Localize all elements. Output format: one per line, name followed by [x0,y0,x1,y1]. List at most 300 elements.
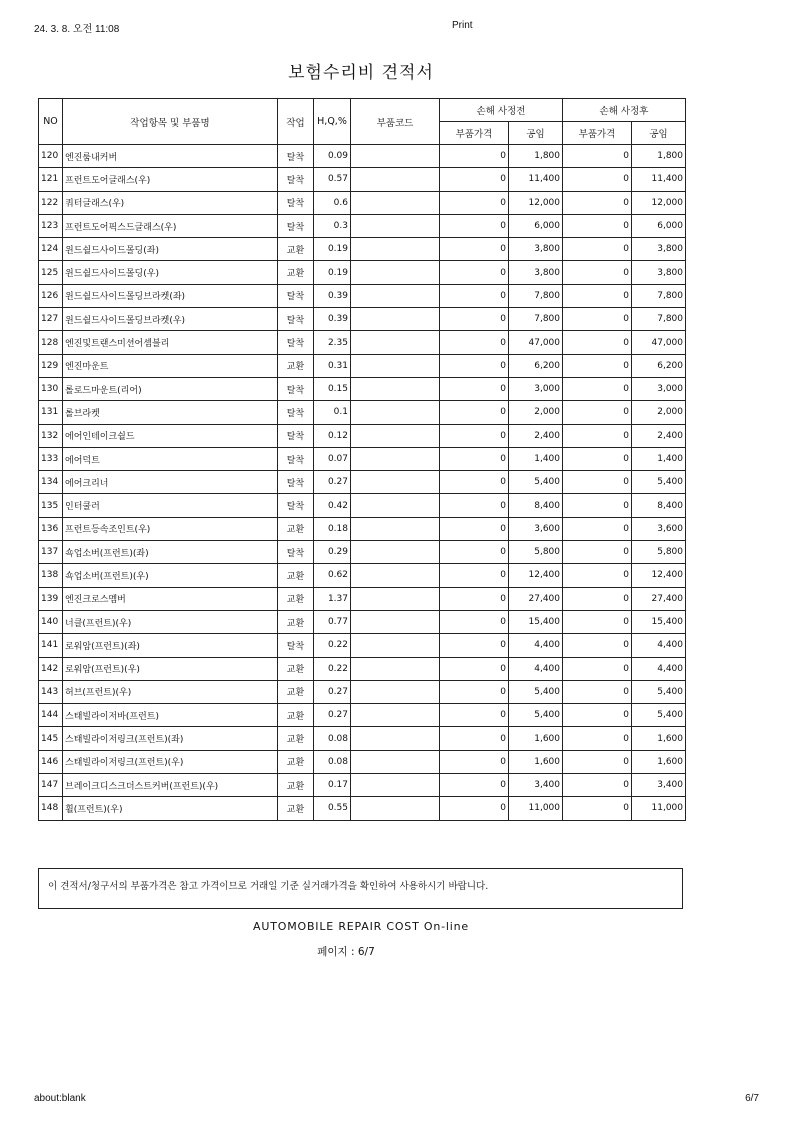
row-after-part-price: 0 [563,797,632,820]
table-row [39,331,686,354]
row-after-labor: 7,800 [632,284,686,307]
table-row [39,401,686,424]
row-work-type: 교환 [278,587,314,610]
header-before-adjustment: 손해 사정전 [440,99,563,122]
row-before-labor: 1,800 [509,145,563,168]
row-hq: 0.07 [314,447,351,470]
row-no: 126 [39,284,63,307]
notice-box [38,868,683,909]
row-part-code [351,424,440,447]
row-item-name: 스태빌라이저바(프런트) [63,704,278,727]
row-item-name: 프런트도어픽스드글래스(우) [63,214,278,237]
print-page-count: 6/7 [745,1093,759,1104]
row-after-labor: 12,000 [632,191,686,214]
row-part-code [351,284,440,307]
row-item-name: 엔진룸내커버 [63,145,278,168]
row-part-code [351,377,440,400]
row-no: 120 [39,145,63,168]
table-row [39,750,686,773]
footer-page-number: 페이지 : 6/7 [317,946,375,958]
row-hq: 0.42 [314,494,351,517]
row-before-labor: 4,400 [509,657,563,680]
row-before-labor: 3,600 [509,517,563,540]
row-item-name: 에어덕트 [63,447,278,470]
row-after-labor: 2,000 [632,401,686,424]
table-row [39,214,686,237]
row-after-part-price: 0 [563,261,632,284]
header-before-labor: 공임 [509,122,563,145]
row-after-part-price: 0 [563,680,632,703]
table-row [39,424,686,447]
row-before-labor: 11,400 [509,168,563,191]
table-row [39,377,686,400]
row-before-labor: 2,000 [509,401,563,424]
row-hq: 0.62 [314,564,351,587]
header-after-labor: 공임 [632,122,686,145]
row-after-part-price: 0 [563,727,632,750]
table-row [39,587,686,610]
row-before-labor: 1,400 [509,447,563,470]
row-after-labor: 5,400 [632,471,686,494]
row-hq: 0.55 [314,797,351,820]
row-before-part-price: 0 [440,447,509,470]
table-row [39,354,686,377]
table-row [39,634,686,657]
row-before-labor: 6,000 [509,214,563,237]
row-after-labor: 15,400 [632,610,686,633]
row-after-part-price: 0 [563,494,632,517]
row-part-code [351,401,440,424]
row-no: 121 [39,168,63,191]
row-part-code [351,168,440,191]
row-hq: 0.77 [314,610,351,633]
row-before-part-price: 0 [440,610,509,633]
row-after-part-price: 0 [563,774,632,797]
row-after-part-price: 0 [563,284,632,307]
footer-brand: AUTOMOBILE REPAIR COST On-line [253,920,469,933]
row-no: 142 [39,657,63,680]
row-item-name: 휠(프런트)(우) [63,797,278,820]
row-part-code [351,727,440,750]
row-hq: 0.15 [314,377,351,400]
row-no: 147 [39,774,63,797]
print-title: Print [452,20,473,31]
row-after-labor: 2,400 [632,424,686,447]
row-after-part-price: 0 [563,471,632,494]
row-after-labor: 4,400 [632,634,686,657]
row-after-part-price: 0 [563,587,632,610]
row-work-type: 탈착 [278,447,314,470]
row-item-name: 롤로드마운트(리어) [63,377,278,400]
row-item-name: 허브(프런트)(우) [63,680,278,703]
row-part-code [351,704,440,727]
header-work: 작업 [278,99,314,145]
row-part-code [351,331,440,354]
row-before-labor: 4,400 [509,634,563,657]
row-work-type: 교환 [278,517,314,540]
row-item-name: 에어인테이크쉴드 [63,424,278,447]
row-before-part-price: 0 [440,214,509,237]
row-after-labor: 8,400 [632,494,686,517]
row-hq: 0.08 [314,750,351,773]
table-row [39,191,686,214]
estimate-rows [39,145,686,821]
notice-text: 이 견적서/청구서의 부품가격은 참고 가격이므로 거래일 기준 실거래가격을 확인하여 사용하시기 바랍니다. [48,881,489,892]
row-after-part-price: 0 [563,401,632,424]
table-row [39,284,686,307]
row-after-labor: 1,600 [632,727,686,750]
row-before-part-price: 0 [440,564,509,587]
row-no: 138 [39,564,63,587]
header-after-part-price: 부품가격 [563,122,632,145]
row-work-type: 교환 [278,354,314,377]
row-no: 133 [39,447,63,470]
table-row [39,774,686,797]
row-before-labor: 5,400 [509,704,563,727]
row-item-name: 인터쿨러 [63,494,278,517]
row-hq: 0.17 [314,774,351,797]
row-hq: 0.27 [314,680,351,703]
row-no: 140 [39,610,63,633]
row-before-part-price: 0 [440,727,509,750]
row-work-type: 탈착 [278,401,314,424]
row-work-type: 탈착 [278,145,314,168]
row-item-name: 쿼터글래스(우) [63,191,278,214]
row-after-part-price: 0 [563,424,632,447]
row-hq: 0.39 [314,308,351,331]
row-no: 136 [39,517,63,540]
print-url: about:blank [34,1093,86,1104]
row-before-part-price: 0 [440,657,509,680]
row-no: 146 [39,750,63,773]
row-no: 139 [39,587,63,610]
estimate-table [38,98,686,821]
row-work-type: 탈착 [278,541,314,564]
row-work-type: 교환 [278,261,314,284]
table-row [39,145,686,168]
row-hq: 0.09 [314,145,351,168]
row-after-labor: 5,400 [632,680,686,703]
row-part-code [351,774,440,797]
row-before-labor: 3,800 [509,238,563,261]
row-after-part-price: 0 [563,610,632,633]
row-before-part-price: 0 [440,587,509,610]
row-part-code [351,680,440,703]
row-hq: 0.08 [314,727,351,750]
row-after-labor: 47,000 [632,331,686,354]
row-work-type: 탈착 [278,191,314,214]
row-before-part-price: 0 [440,797,509,820]
row-before-labor: 5,400 [509,471,563,494]
row-before-part-price: 0 [440,750,509,773]
row-before-labor: 1,600 [509,750,563,773]
header-before-part-price: 부품가격 [440,122,509,145]
row-after-part-price: 0 [563,634,632,657]
header-hq: H,Q,% [314,99,351,145]
row-item-name: 엔진크로스멤버 [63,587,278,610]
row-after-labor: 3,800 [632,261,686,284]
row-after-part-price: 0 [563,564,632,587]
row-part-code [351,750,440,773]
row-no: 135 [39,494,63,517]
row-item-name: 윈드쉴드사이드몰딩브라켓(우) [63,308,278,331]
row-before-part-price: 0 [440,401,509,424]
table-row [39,471,686,494]
row-part-code [351,145,440,168]
row-part-code [351,634,440,657]
row-hq: 0.1 [314,401,351,424]
table-row [39,308,686,331]
row-before-part-price: 0 [440,168,509,191]
row-part-code [351,447,440,470]
row-after-labor: 11,000 [632,797,686,820]
row-no: 123 [39,214,63,237]
row-before-labor: 1,600 [509,727,563,750]
row-work-type: 교환 [278,750,314,773]
row-work-type: 교환 [278,564,314,587]
row-before-labor: 5,400 [509,680,563,703]
row-after-labor: 6,000 [632,214,686,237]
row-item-name: 스태빌라이저링크(프런트)(우) [63,750,278,773]
row-hq: 0.22 [314,657,351,680]
row-work-type: 교환 [278,680,314,703]
row-before-labor: 11,000 [509,797,563,820]
row-part-code [351,797,440,820]
row-after-part-price: 0 [563,214,632,237]
table-row [39,704,686,727]
row-no: 122 [39,191,63,214]
row-after-part-price: 0 [563,657,632,680]
row-no: 143 [39,680,63,703]
row-hq: 0.19 [314,261,351,284]
row-item-name: 엔진마운트 [63,354,278,377]
row-work-type: 탈착 [278,471,314,494]
row-work-type: 교환 [278,797,314,820]
row-after-labor: 5,400 [632,704,686,727]
row-item-name: 로워암(프런트)(우) [63,657,278,680]
row-before-labor: 3,800 [509,261,563,284]
row-after-part-price: 0 [563,238,632,261]
row-hq: 1.37 [314,587,351,610]
row-work-type: 교환 [278,704,314,727]
row-part-code [351,610,440,633]
row-before-part-price: 0 [440,494,509,517]
row-work-type: 교환 [278,774,314,797]
row-after-labor: 7,800 [632,308,686,331]
row-item-name: 윈드쉴드사이드몰딩(우) [63,261,278,284]
row-no: 145 [39,727,63,750]
row-no: 127 [39,308,63,331]
row-no: 124 [39,238,63,261]
row-part-code [351,564,440,587]
row-item-name: 에어크리너 [63,471,278,494]
row-before-labor: 47,000 [509,331,563,354]
table-row [39,657,686,680]
row-part-code [351,261,440,284]
row-item-name: 브레이크디스크더스트커버(프런트)(우) [63,774,278,797]
row-work-type: 탈착 [278,377,314,400]
table-row [39,168,686,191]
row-hq: 0.6 [314,191,351,214]
table-row [39,541,686,564]
row-before-part-price: 0 [440,680,509,703]
row-after-part-price: 0 [563,145,632,168]
table-row [39,494,686,517]
row-before-part-price: 0 [440,354,509,377]
row-after-labor: 1,800 [632,145,686,168]
table-row [39,238,686,261]
row-part-code [351,517,440,540]
row-before-part-price: 0 [440,331,509,354]
row-after-part-price: 0 [563,517,632,540]
row-no: 128 [39,331,63,354]
row-after-part-price: 0 [563,541,632,564]
row-item-name: 스태빌라이저링크(프런트)(좌) [63,727,278,750]
row-item-name: 롤브라켓 [63,401,278,424]
header-part-code: 부품코드 [351,99,440,145]
table-row [39,727,686,750]
row-no: 137 [39,541,63,564]
row-hq: 0.27 [314,471,351,494]
row-after-labor: 3,000 [632,377,686,400]
table-row [39,797,686,820]
row-before-labor: 2,400 [509,424,563,447]
row-hq: 0.57 [314,168,351,191]
row-no: 130 [39,377,63,400]
row-work-type: 교환 [278,238,314,261]
row-before-labor: 12,000 [509,191,563,214]
row-after-labor: 5,800 [632,541,686,564]
row-part-code [351,541,440,564]
row-work-type: 탈착 [278,424,314,447]
row-before-labor: 6,200 [509,354,563,377]
row-after-part-price: 0 [563,168,632,191]
row-work-type: 탈착 [278,308,314,331]
document-title: 보험수리비 견적서 [288,63,434,83]
row-before-part-price: 0 [440,634,509,657]
row-work-type: 탈착 [278,494,314,517]
row-after-part-price: 0 [563,377,632,400]
row-item-name: 윈드쉴드사이드몰딩(좌) [63,238,278,261]
row-item-name: 윈드쉴드사이드몰딩브라켓(좌) [63,284,278,307]
row-no: 144 [39,704,63,727]
row-part-code [351,494,440,517]
row-before-labor: 3,400 [509,774,563,797]
row-after-labor: 12,400 [632,564,686,587]
row-before-part-price: 0 [440,704,509,727]
row-after-part-price: 0 [563,308,632,331]
row-item-name: 프런트등속조인트(우) [63,517,278,540]
row-before-labor: 8,400 [509,494,563,517]
row-no: 132 [39,424,63,447]
row-hq: 0.19 [314,238,351,261]
header-item: 작업항목 및 부품명 [63,99,278,145]
row-no: 131 [39,401,63,424]
row-before-labor: 12,400 [509,564,563,587]
row-no: 141 [39,634,63,657]
row-item-name: 로워암(프런트)(좌) [63,634,278,657]
row-before-part-price: 0 [440,145,509,168]
row-hq: 0.22 [314,634,351,657]
row-after-labor: 27,400 [632,587,686,610]
table-row [39,447,686,470]
row-before-labor: 15,400 [509,610,563,633]
row-after-labor: 3,400 [632,774,686,797]
row-after-part-price: 0 [563,331,632,354]
row-after-part-price: 0 [563,704,632,727]
row-before-labor: 27,400 [509,587,563,610]
header-no: NO [39,99,63,145]
row-work-type: 교환 [278,610,314,633]
row-item-name: 프런트도어글래스(우) [63,168,278,191]
table-row [39,610,686,633]
row-after-part-price: 0 [563,191,632,214]
row-before-part-price: 0 [440,424,509,447]
row-item-name: 너클(프런트)(우) [63,610,278,633]
row-hq: 0.31 [314,354,351,377]
row-hq: 0.18 [314,517,351,540]
row-part-code [351,587,440,610]
row-before-part-price: 0 [440,284,509,307]
row-before-part-price: 0 [440,541,509,564]
row-before-part-price: 0 [440,261,509,284]
row-after-labor: 1,600 [632,750,686,773]
row-work-type: 교환 [278,657,314,680]
table-row [39,680,686,703]
row-hq: 2.35 [314,331,351,354]
row-no: 134 [39,471,63,494]
row-hq: 0.12 [314,424,351,447]
row-after-labor: 3,800 [632,238,686,261]
row-after-part-price: 0 [563,750,632,773]
row-after-labor: 1,400 [632,447,686,470]
row-after-part-price: 0 [563,354,632,377]
row-work-type: 교환 [278,727,314,750]
row-hq: 0.3 [314,214,351,237]
row-after-labor: 3,600 [632,517,686,540]
row-part-code [351,471,440,494]
row-after-part-price: 0 [563,447,632,470]
row-work-type: 탈착 [278,168,314,191]
table-row [39,564,686,587]
row-item-name: 쇽업소버(프런트)(우) [63,564,278,587]
row-no: 148 [39,797,63,820]
row-after-labor: 11,400 [632,168,686,191]
row-part-code [351,354,440,377]
row-before-labor: 7,800 [509,284,563,307]
row-work-type: 탈착 [278,331,314,354]
row-item-name: 엔진및트랜스미션어셈블리 [63,331,278,354]
row-before-part-price: 0 [440,191,509,214]
row-before-labor: 5,800 [509,541,563,564]
row-before-part-price: 0 [440,377,509,400]
row-before-part-price: 0 [440,774,509,797]
row-after-labor: 6,200 [632,354,686,377]
table-row [39,261,686,284]
row-before-labor: 7,800 [509,308,563,331]
row-after-labor: 4,400 [632,657,686,680]
row-item-name: 쇽업소버(프런트)(좌) [63,541,278,564]
row-hq: 0.27 [314,704,351,727]
header-after-adjustment: 손해 사정후 [563,99,686,122]
row-work-type: 탈착 [278,214,314,237]
row-hq: 0.29 [314,541,351,564]
table-row [39,517,686,540]
row-part-code [351,214,440,237]
row-hq: 0.39 [314,284,351,307]
row-before-part-price: 0 [440,471,509,494]
row-part-code [351,308,440,331]
